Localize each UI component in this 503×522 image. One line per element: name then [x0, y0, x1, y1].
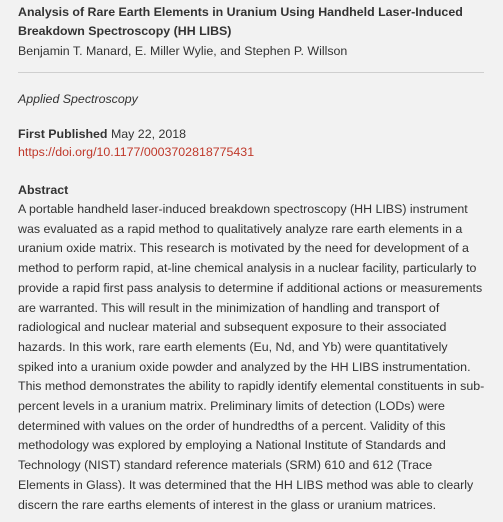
abstract-text: A portable handheld laser-induced breakdown spectroscopy (HH LIBS) instrument was evaluated as a rapid method to qualitatively analyze rare earth elements in a uranium oxide matrix. This research is motivated by the need for development of a method to perform rapid, at-line chemical analysis in a nuclear facility, particularly to provide a rapid first pass analysis to determine if additional actions or measurements are warranted. This will result in the minimization of handling and transport of radiological and nuclear material and subsequent exposure to their associated hazards. In this work, rare earth elements (Eu, Nd, and Yb) were quantitatively spiked into a uranium oxide powder and analyzed by the HH LIBS instrumentation. This method demonstrates the ability to rapidly identify elemental constituents in sub-percent levels in a uranium matrix. Preliminary limits of detection (LODs) were determined with values on the order of hundredths of a percent. Validity of this methodology was explored by employing a National Institute of Standards and Technology (NIST) standard reference materials (SRM) 610 and 612 (Trace Elements in Glass). It was determined that the HH LIBS method was able to clearly discern the rare earths elements of interest in the glass or uranium matrices.	[18, 202, 485, 512]
article-authors: Benjamin T. Manard, E. Miller Wylie, and Stephen P. Willson	[18, 44, 348, 58]
doi-link[interactable]: https://doi.org/10.1177/0003702818775431	[18, 145, 255, 159]
publication-info	[18, 125, 485, 162]
published-date: May 22, 2018	[110, 127, 187, 141]
divider	[18, 72, 484, 73]
journal-name: Applied Spectroscopy	[18, 92, 138, 106]
published-label: First Published	[18, 127, 108, 141]
abstract-heading: Abstract	[18, 183, 69, 197]
article-title[interactable]: Analysis of Rare Earth Elements in Uranium Using Handheld Laser-Induced Breakdown Spectroscopy (HH LIBS)	[18, 5, 463, 38]
